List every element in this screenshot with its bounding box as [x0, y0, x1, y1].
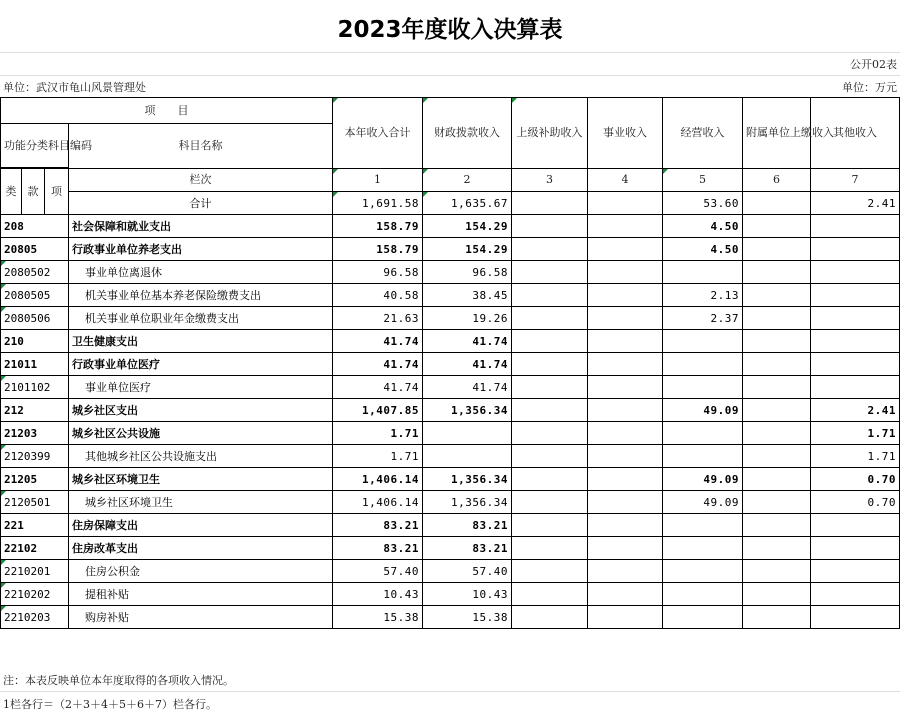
- subject-name-cell: 机关事业单位基本养老保险缴费支出: [69, 284, 333, 307]
- subject-code-cell: 2080502: [1, 261, 69, 284]
- superior-cell: [512, 376, 588, 399]
- table-row: [1, 330, 900, 353]
- other-cell: 1.71: [811, 422, 900, 445]
- note-1: 注：本表反映单位本年度取得的各项收入情况。: [3, 674, 234, 687]
- operating-cell: 4.50: [663, 215, 743, 238]
- xiang-header: 项: [45, 169, 69, 215]
- other-cell: [811, 583, 900, 606]
- fiscal-cell: 83.21: [423, 537, 512, 560]
- table-row: [1, 307, 900, 330]
- business-cell: [588, 399, 663, 422]
- table-row: [1, 376, 900, 399]
- business-cell: [588, 284, 663, 307]
- operating-cell: [663, 353, 743, 376]
- other-cell: 0.70: [811, 491, 900, 514]
- total-label: 合计: [69, 192, 333, 215]
- operating-cell: 53.60: [663, 192, 743, 215]
- fiscal-cell: 83.21: [423, 514, 512, 537]
- other-cell: [811, 376, 900, 399]
- operating-cell: [663, 514, 743, 537]
- affiliated-cell: [743, 215, 811, 238]
- superior-cell: [512, 422, 588, 445]
- func-code-header: 功能分类科目编码: [1, 124, 69, 168]
- other-cell: 2.41: [811, 399, 900, 422]
- total-cell: 1,406.14: [333, 468, 423, 491]
- gridline: [0, 691, 900, 692]
- operating-cell: [663, 560, 743, 583]
- table-row: [1, 606, 900, 629]
- affiliated-cell: [743, 284, 811, 307]
- subject-code-cell: 2210202: [1, 583, 69, 606]
- business-cell: [588, 238, 663, 261]
- affiliated-cell: [743, 353, 811, 376]
- business-cell: [588, 606, 663, 629]
- superior-cell: [512, 192, 588, 215]
- table-row: [1, 491, 900, 514]
- affiliated-cell: [743, 491, 811, 514]
- operating-cell: 2.37: [663, 307, 743, 330]
- subject-code-cell: 2120501: [1, 491, 69, 514]
- fiscal-cell: 57.40: [423, 560, 512, 583]
- operating-cell: [663, 261, 743, 284]
- form-code: 公开02表: [850, 58, 897, 71]
- col-number: 1: [333, 169, 423, 192]
- table-row: [1, 560, 900, 583]
- superior-cell: [512, 491, 588, 514]
- total-cell: 41.74: [333, 353, 423, 376]
- other-cell: [811, 606, 900, 629]
- table-row: [1, 399, 900, 422]
- affiliated-cell: [743, 514, 811, 537]
- business-cell: [588, 261, 663, 284]
- total-cell: 158.79: [333, 215, 423, 238]
- subject-name-cell: 卫生健康支出: [69, 330, 333, 353]
- superior-cell: [512, 537, 588, 560]
- superior-cell: [512, 606, 588, 629]
- table-row: [1, 261, 900, 284]
- subject-name-cell: 住房保障支出: [69, 514, 333, 537]
- total-cell: 1.71: [333, 422, 423, 445]
- affiliated-cell: [743, 422, 811, 445]
- superior-cell: [512, 238, 588, 261]
- total-cell: 96.58: [333, 261, 423, 284]
- col-header-total: 本年收入合计: [333, 98, 423, 169]
- subject-name-cell: 购房补贴: [69, 606, 333, 629]
- business-cell: [588, 583, 663, 606]
- subject-name-cell: 其他城乡社区公共设施支出: [69, 445, 333, 468]
- other-cell: [811, 353, 900, 376]
- subject-name-cell: 住房改革支出: [69, 537, 333, 560]
- superior-cell: [512, 353, 588, 376]
- superior-cell: [512, 307, 588, 330]
- fiscal-cell: 41.74: [423, 353, 512, 376]
- subject-name-cell: 城乡社区环境卫生: [69, 468, 333, 491]
- operating-cell: [663, 330, 743, 353]
- other-cell: [811, 284, 900, 307]
- fiscal-cell: 1,356.34: [423, 468, 512, 491]
- lanci-label: 栏次: [69, 169, 333, 192]
- col-header-affiliated: 附属单位上缴收入: [743, 98, 811, 169]
- fiscal-cell: 41.74: [423, 330, 512, 353]
- fiscal-cell: 19.26: [423, 307, 512, 330]
- table-row: [1, 353, 900, 376]
- total-cell: 10.43: [333, 583, 423, 606]
- note-2: 1栏各行＝（2＋3＋4＋5＋6＋7）栏各行。: [3, 698, 217, 711]
- operating-cell: 4.50: [663, 238, 743, 261]
- col-number: 6: [743, 169, 811, 192]
- subject-name-cell: 提租补贴: [69, 583, 333, 606]
- subject-name-cell: 城乡社区公共设施: [69, 422, 333, 445]
- subject-code-cell: 221: [1, 514, 69, 537]
- fiscal-cell: 154.29: [423, 238, 512, 261]
- operating-cell: [663, 376, 743, 399]
- operating-cell: [663, 445, 743, 468]
- col-header-fiscal: 财政拨款收入: [423, 98, 512, 169]
- fiscal-cell: 1,356.34: [423, 399, 512, 422]
- subject-code-cell: 2210201: [1, 560, 69, 583]
- col-number: 2: [423, 169, 512, 192]
- business-cell: [588, 215, 663, 238]
- affiliated-cell: [743, 330, 811, 353]
- fiscal-cell: 38.45: [423, 284, 512, 307]
- subject-code-cell: 2120399: [1, 445, 69, 468]
- business-cell: [588, 445, 663, 468]
- other-cell: 2.41: [811, 192, 900, 215]
- other-cell: [811, 514, 900, 537]
- col-header-superior: 上级补助收入: [512, 98, 588, 169]
- col-header-other: 其他收入: [811, 98, 900, 169]
- subject-code-cell: 208: [1, 215, 69, 238]
- operating-cell: 49.09: [663, 468, 743, 491]
- table-row: [1, 422, 900, 445]
- subject-code-cell: 212: [1, 399, 69, 422]
- col-header-operating: 经营收入: [663, 98, 743, 169]
- affiliated-cell: [743, 261, 811, 284]
- col-number: 4: [588, 169, 663, 192]
- fiscal-cell: 10.43: [423, 583, 512, 606]
- subject-name-cell: 事业单位离退休: [69, 261, 333, 284]
- subject-name-cell: 事业单位医疗: [69, 376, 333, 399]
- business-cell: [588, 468, 663, 491]
- total-cell: 1,406.14: [333, 491, 423, 514]
- data-rows: [1, 215, 900, 629]
- operating-cell: [663, 537, 743, 560]
- total-cell: 1,691.58: [333, 192, 423, 215]
- col-number: 5: [663, 169, 743, 192]
- other-cell: [811, 261, 900, 284]
- table-row: [1, 537, 900, 560]
- total-cell: 41.74: [333, 376, 423, 399]
- other-cell: [811, 560, 900, 583]
- other-cell: [811, 330, 900, 353]
- table-row: [1, 238, 900, 261]
- operating-cell: 49.09: [663, 399, 743, 422]
- fiscal-cell: [423, 445, 512, 468]
- fiscal-cell: 154.29: [423, 215, 512, 238]
- total-cell: 1,407.85: [333, 399, 423, 422]
- table-row: [1, 468, 900, 491]
- fiscal-cell: 1,635.67: [423, 192, 512, 215]
- total-cell: 57.40: [333, 560, 423, 583]
- lei-header: 类: [1, 169, 22, 215]
- affiliated-cell: [743, 238, 811, 261]
- affiliated-cell: [743, 468, 811, 491]
- superior-cell: [512, 514, 588, 537]
- business-cell: [588, 192, 663, 215]
- table-row: [1, 583, 900, 606]
- affiliated-cell: [743, 399, 811, 422]
- subject-code-cell: 22102: [1, 537, 69, 560]
- total-cell: 21.63: [333, 307, 423, 330]
- operating-cell: 49.09: [663, 491, 743, 514]
- subject-code-cell: 2210203: [1, 606, 69, 629]
- fiscal-cell: 96.58: [423, 261, 512, 284]
- affiliated-cell: [743, 537, 811, 560]
- table-row: [1, 284, 900, 307]
- subject-name-cell: 城乡社区环境卫生: [69, 491, 333, 514]
- operating-cell: [663, 422, 743, 445]
- subject-code-cell: 2101102: [1, 376, 69, 399]
- subject-name-cell: 住房公积金: [69, 560, 333, 583]
- col-number: 3: [512, 169, 588, 192]
- superior-cell: [512, 284, 588, 307]
- other-cell: 0.70: [811, 468, 900, 491]
- subject-name-cell: 城乡社区支出: [69, 399, 333, 422]
- income-table: [0, 97, 900, 629]
- business-cell: [588, 353, 663, 376]
- table-row: [1, 514, 900, 537]
- other-cell: [811, 537, 900, 560]
- subject-name-cell: 机关事业单位职业年金缴费支出: [69, 307, 333, 330]
- col-header-business: 事业收入: [588, 98, 663, 169]
- superior-cell: [512, 261, 588, 284]
- subject-name-cell: 社会保障和就业支出: [69, 215, 333, 238]
- other-cell: [811, 238, 900, 261]
- total-cell: 41.74: [333, 330, 423, 353]
- total-cell: 15.38: [333, 606, 423, 629]
- business-cell: [588, 491, 663, 514]
- operating-cell: [663, 583, 743, 606]
- subject-name-cell: 行政事业单位养老支出: [69, 238, 333, 261]
- superior-cell: [512, 445, 588, 468]
- col-number: 7: [811, 169, 900, 192]
- other-cell: [811, 307, 900, 330]
- superior-cell: [512, 560, 588, 583]
- operating-cell: 2.13: [663, 284, 743, 307]
- business-cell: [588, 560, 663, 583]
- affiliated-cell: [743, 192, 811, 215]
- affiliated-cell: [743, 445, 811, 468]
- superior-cell: [512, 399, 588, 422]
- page-title: 2023年度收入决算表: [337, 17, 563, 43]
- gridline: [0, 52, 900, 53]
- total-cell: 83.21: [333, 514, 423, 537]
- subject-name-cell: 行政事业单位医疗: [69, 353, 333, 376]
- business-cell: [588, 330, 663, 353]
- affiliated-cell: [743, 376, 811, 399]
- subject-code-cell: 21011: [1, 353, 69, 376]
- fiscal-cell: 41.74: [423, 376, 512, 399]
- business-cell: [588, 376, 663, 399]
- table-row: [1, 445, 900, 468]
- affiliated-cell: [743, 560, 811, 583]
- other-cell: [811, 215, 900, 238]
- subject-name-header: 科目名称: [69, 124, 333, 169]
- project-header: 项 目: [1, 98, 333, 124]
- gridline: [0, 75, 900, 76]
- affiliated-cell: [743, 606, 811, 629]
- business-cell: [588, 307, 663, 330]
- fiscal-cell: [423, 422, 512, 445]
- subject-code-cell: 2080505: [1, 284, 69, 307]
- fiscal-cell: 1,356.34: [423, 491, 512, 514]
- affiliated-cell: [743, 307, 811, 330]
- total-cell: 1.71: [333, 445, 423, 468]
- subject-code-cell: 2080506: [1, 307, 69, 330]
- total-cell: 40.58: [333, 284, 423, 307]
- total-cell: 158.79: [333, 238, 423, 261]
- superior-cell: [512, 330, 588, 353]
- kuan-header: 款: [22, 169, 45, 215]
- fiscal-cell: 15.38: [423, 606, 512, 629]
- business-cell: [588, 537, 663, 560]
- table-row: [1, 215, 900, 238]
- superior-cell: [512, 583, 588, 606]
- business-cell: [588, 514, 663, 537]
- subject-code-cell: 20805: [1, 238, 69, 261]
- total-cell: 83.21: [333, 537, 423, 560]
- superior-cell: [512, 215, 588, 238]
- operating-cell: [663, 606, 743, 629]
- affiliated-cell: [743, 583, 811, 606]
- subject-code-cell: 21203: [1, 422, 69, 445]
- unit-label: 单位：武汉市龟山风景管理处: [3, 81, 146, 94]
- other-cell: 1.71: [811, 445, 900, 468]
- subject-code-cell: 21205: [1, 468, 69, 491]
- subject-code-cell: 210: [1, 330, 69, 353]
- superior-cell: [512, 468, 588, 491]
- unit-currency: 单位：万元: [842, 81, 897, 94]
- business-cell: [588, 422, 663, 445]
